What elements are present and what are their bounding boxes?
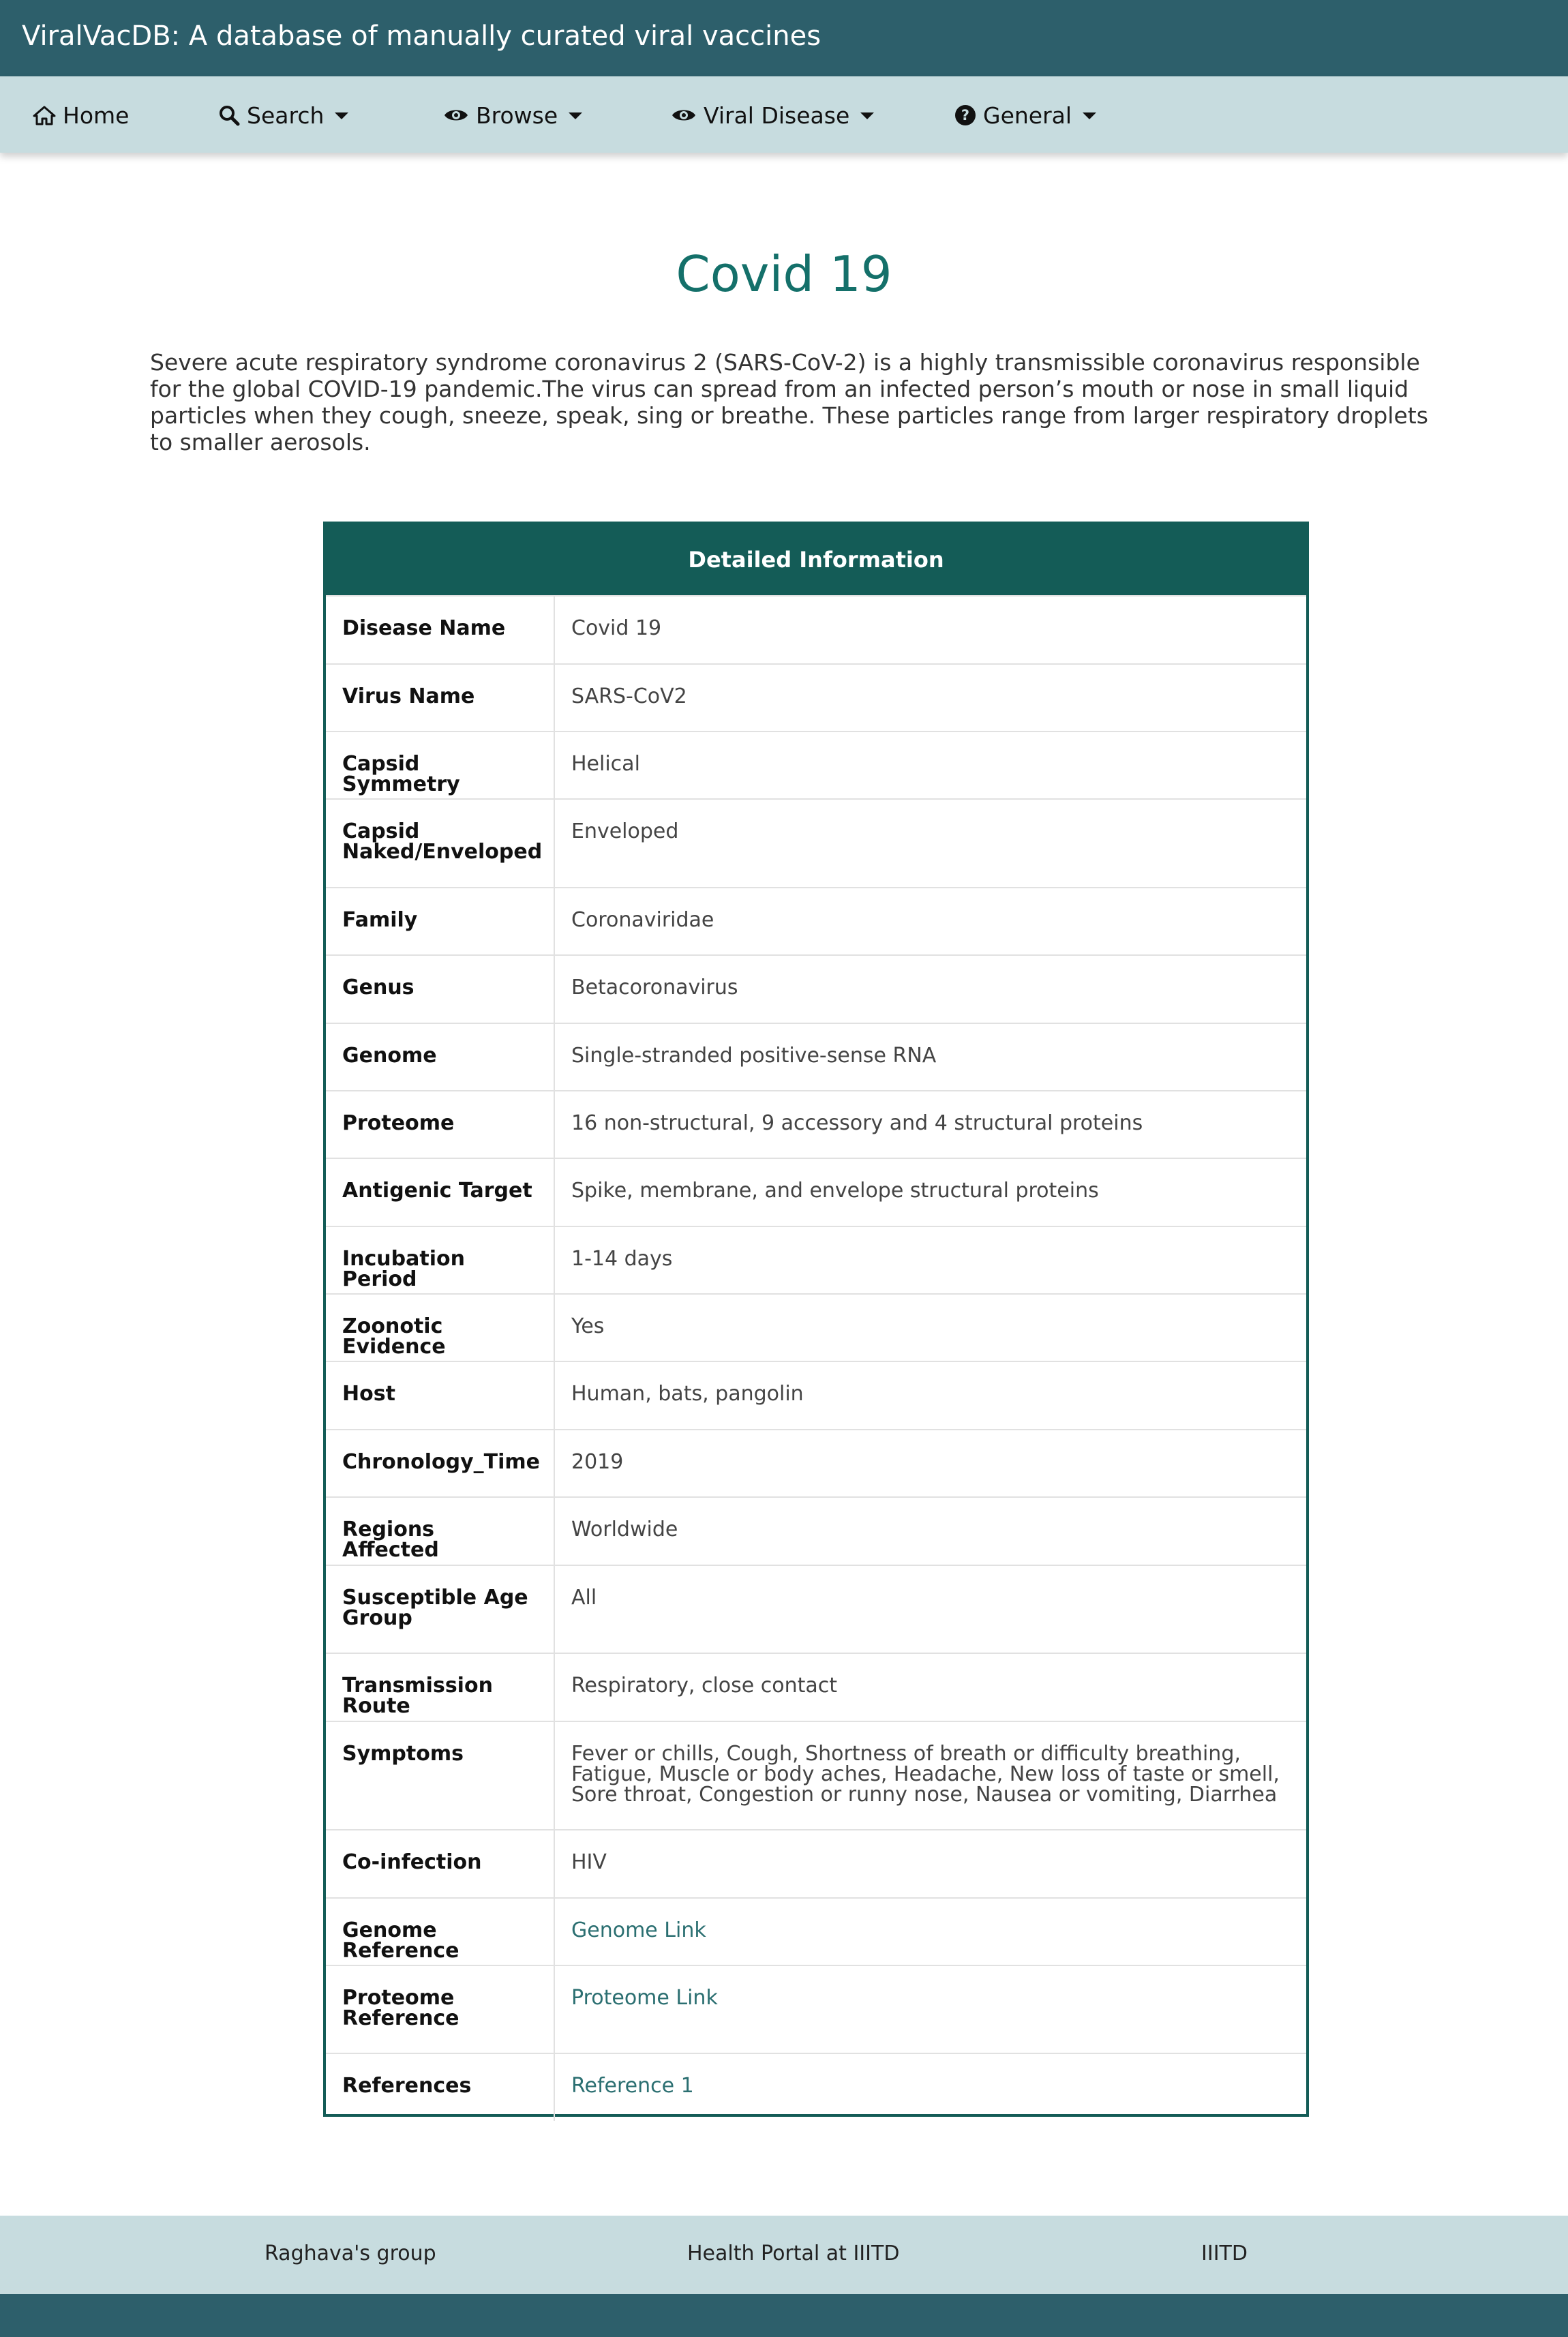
chevron-down-icon xyxy=(860,112,874,119)
row-label: Chronology_Time xyxy=(326,1430,555,1496)
search-icon xyxy=(218,104,240,126)
row-value: HIV xyxy=(571,1850,607,1874)
table-row xyxy=(326,1565,1306,1653)
nav-browse-dropdown[interactable] xyxy=(443,101,582,130)
row-label: Family xyxy=(326,888,555,954)
row-label: Regions Affected xyxy=(326,1498,555,1565)
row-value: 16 non-structural, 9 accessory and 4 structural proteins xyxy=(571,1111,1143,1135)
row-label: Antigenic Target xyxy=(326,1159,555,1226)
row-value: Respiratory, close contact xyxy=(571,1674,838,1698)
top-header-bar xyxy=(0,0,1568,76)
table-row xyxy=(326,595,1306,663)
nav-general-label: General xyxy=(983,102,1072,129)
row-label: Host xyxy=(326,1362,555,1429)
row-value: Betacoronavirus xyxy=(571,976,738,999)
table-row xyxy=(326,887,1306,954)
table-row xyxy=(326,1965,1306,2053)
row-value: Spike, membrane, and envelope structural proteins xyxy=(571,1179,1099,1203)
row-value: All xyxy=(571,1586,597,1610)
svg-text:?: ? xyxy=(961,107,970,123)
nav-viral-disease-dropdown[interactable] xyxy=(671,101,874,130)
table-row xyxy=(326,1158,1306,1226)
row-value: Coronaviridae xyxy=(571,908,714,932)
footer-link-health-portal[interactable]: Health Portal at IIITD xyxy=(687,2242,900,2265)
table-row xyxy=(326,2053,1306,2121)
chevron-down-icon xyxy=(335,112,348,119)
table-row xyxy=(326,731,1306,798)
row-label: Susceptible Age Group xyxy=(326,1566,555,1653)
detailed-info-table xyxy=(323,522,1309,2117)
row-value: Worldwide xyxy=(571,1518,678,1541)
row-label: Genome Reference xyxy=(326,1899,555,1965)
page-title: Covid 19 xyxy=(676,245,892,303)
footer-link-raghava-group[interactable]: Raghava's group xyxy=(265,2242,436,2265)
chevron-down-icon xyxy=(569,112,582,119)
reference-link[interactable]: Reference 1 xyxy=(571,2074,694,2098)
table-row xyxy=(326,798,1306,887)
main-navbar xyxy=(0,76,1568,153)
row-label: Transmission Route xyxy=(326,1654,555,1721)
row-label: Co-infection xyxy=(326,1830,555,1897)
table-row xyxy=(326,1023,1306,1090)
row-value: Covid 19 xyxy=(571,616,662,640)
table-row xyxy=(326,1226,1306,1293)
bottom-bar xyxy=(0,2294,1568,2337)
row-label: Genome xyxy=(326,1024,555,1090)
row-label: Incubation Period xyxy=(326,1227,555,1293)
table-row xyxy=(326,954,1306,1023)
nav-general-dropdown[interactable] xyxy=(954,101,1096,130)
row-value: 1-14 days xyxy=(571,1247,673,1271)
row-label: Capsid Symmetry xyxy=(326,732,555,798)
footer-link-iiitd[interactable]: IIITD xyxy=(1201,2242,1248,2265)
row-value: Fever or chills, Cough, Shortness of breath or difficulty breathing, Fatigue, Muscle or body aches, Headache, New loss of taste or smell, Sore throat, Congestion or runny nose, Nausea or vomiting, Diarrhea xyxy=(571,1742,1280,1807)
table-row xyxy=(326,1721,1306,1829)
chevron-down-icon xyxy=(1083,112,1096,119)
row-value: Yes xyxy=(571,1314,605,1338)
nav-home[interactable] xyxy=(33,101,129,130)
table-row xyxy=(326,663,1306,731)
table-row xyxy=(326,1090,1306,1158)
table-row xyxy=(326,1829,1306,1897)
row-label: Zoonotic Evidence xyxy=(326,1295,555,1361)
disease-description: Severe acute respiratory syndrome coronavirus 2 (SARS-CoV-2) is a highly transmissible coronavirus responsible for the global COVID-19 pandemic.The virus can spread from an infected person’s mouth or nose in small liquid particles when they cough, sneeze, speak, sing or breathe. These particles range from larger respiratory droplets to smaller aerosols. xyxy=(150,349,1428,455)
row-label: Symptoms xyxy=(326,1722,555,1829)
nav-search-dropdown[interactable] xyxy=(218,101,348,130)
question-circle-icon xyxy=(954,104,976,126)
table-row xyxy=(326,1897,1306,1965)
genome-link[interactable]: Genome Link xyxy=(571,1918,706,1942)
row-value: 2019 xyxy=(571,1450,624,1474)
row-value: Helical xyxy=(571,752,640,776)
nav-home-label: Home xyxy=(63,102,130,129)
row-label: Capsid Naked/Enveloped xyxy=(326,800,555,887)
row-label: Genus xyxy=(326,956,555,1023)
footer-bar xyxy=(0,2216,1568,2294)
table-row xyxy=(326,1653,1306,1721)
table-row xyxy=(326,1361,1306,1429)
row-value xyxy=(555,1966,1306,2053)
table-header: Detailed Information xyxy=(326,524,1306,595)
row-label: Proteome Reference xyxy=(326,1966,555,2053)
row-label: Virus Name xyxy=(326,665,555,731)
row-value xyxy=(555,2054,1306,2121)
site-title[interactable]: ViralVacDB: A database of manually curated viral vaccines xyxy=(22,20,821,52)
eye-icon xyxy=(443,106,469,125)
row-label: Proteome xyxy=(326,1091,555,1158)
row-value xyxy=(555,1899,1306,1965)
home-icon xyxy=(33,105,56,125)
row-value: Human, bats, pangolin xyxy=(571,1382,804,1406)
proteome-link[interactable]: Proteome Link xyxy=(571,1986,718,2010)
row-value: Enveloped xyxy=(571,819,679,843)
row-label: References xyxy=(326,2054,555,2121)
table-row xyxy=(326,1429,1306,1496)
nav-search-label: Search xyxy=(247,102,325,129)
table-row xyxy=(326,1293,1306,1361)
row-value: SARS-CoV2 xyxy=(571,684,687,708)
table-row xyxy=(326,1496,1306,1565)
eye-icon xyxy=(671,106,697,125)
nav-browse-label: Browse xyxy=(476,102,558,129)
row-label: Disease Name xyxy=(326,597,555,663)
nav-viral-disease-label: Viral Disease xyxy=(704,102,850,129)
row-value: Single-stranded positive-sense RNA xyxy=(571,1044,937,1068)
